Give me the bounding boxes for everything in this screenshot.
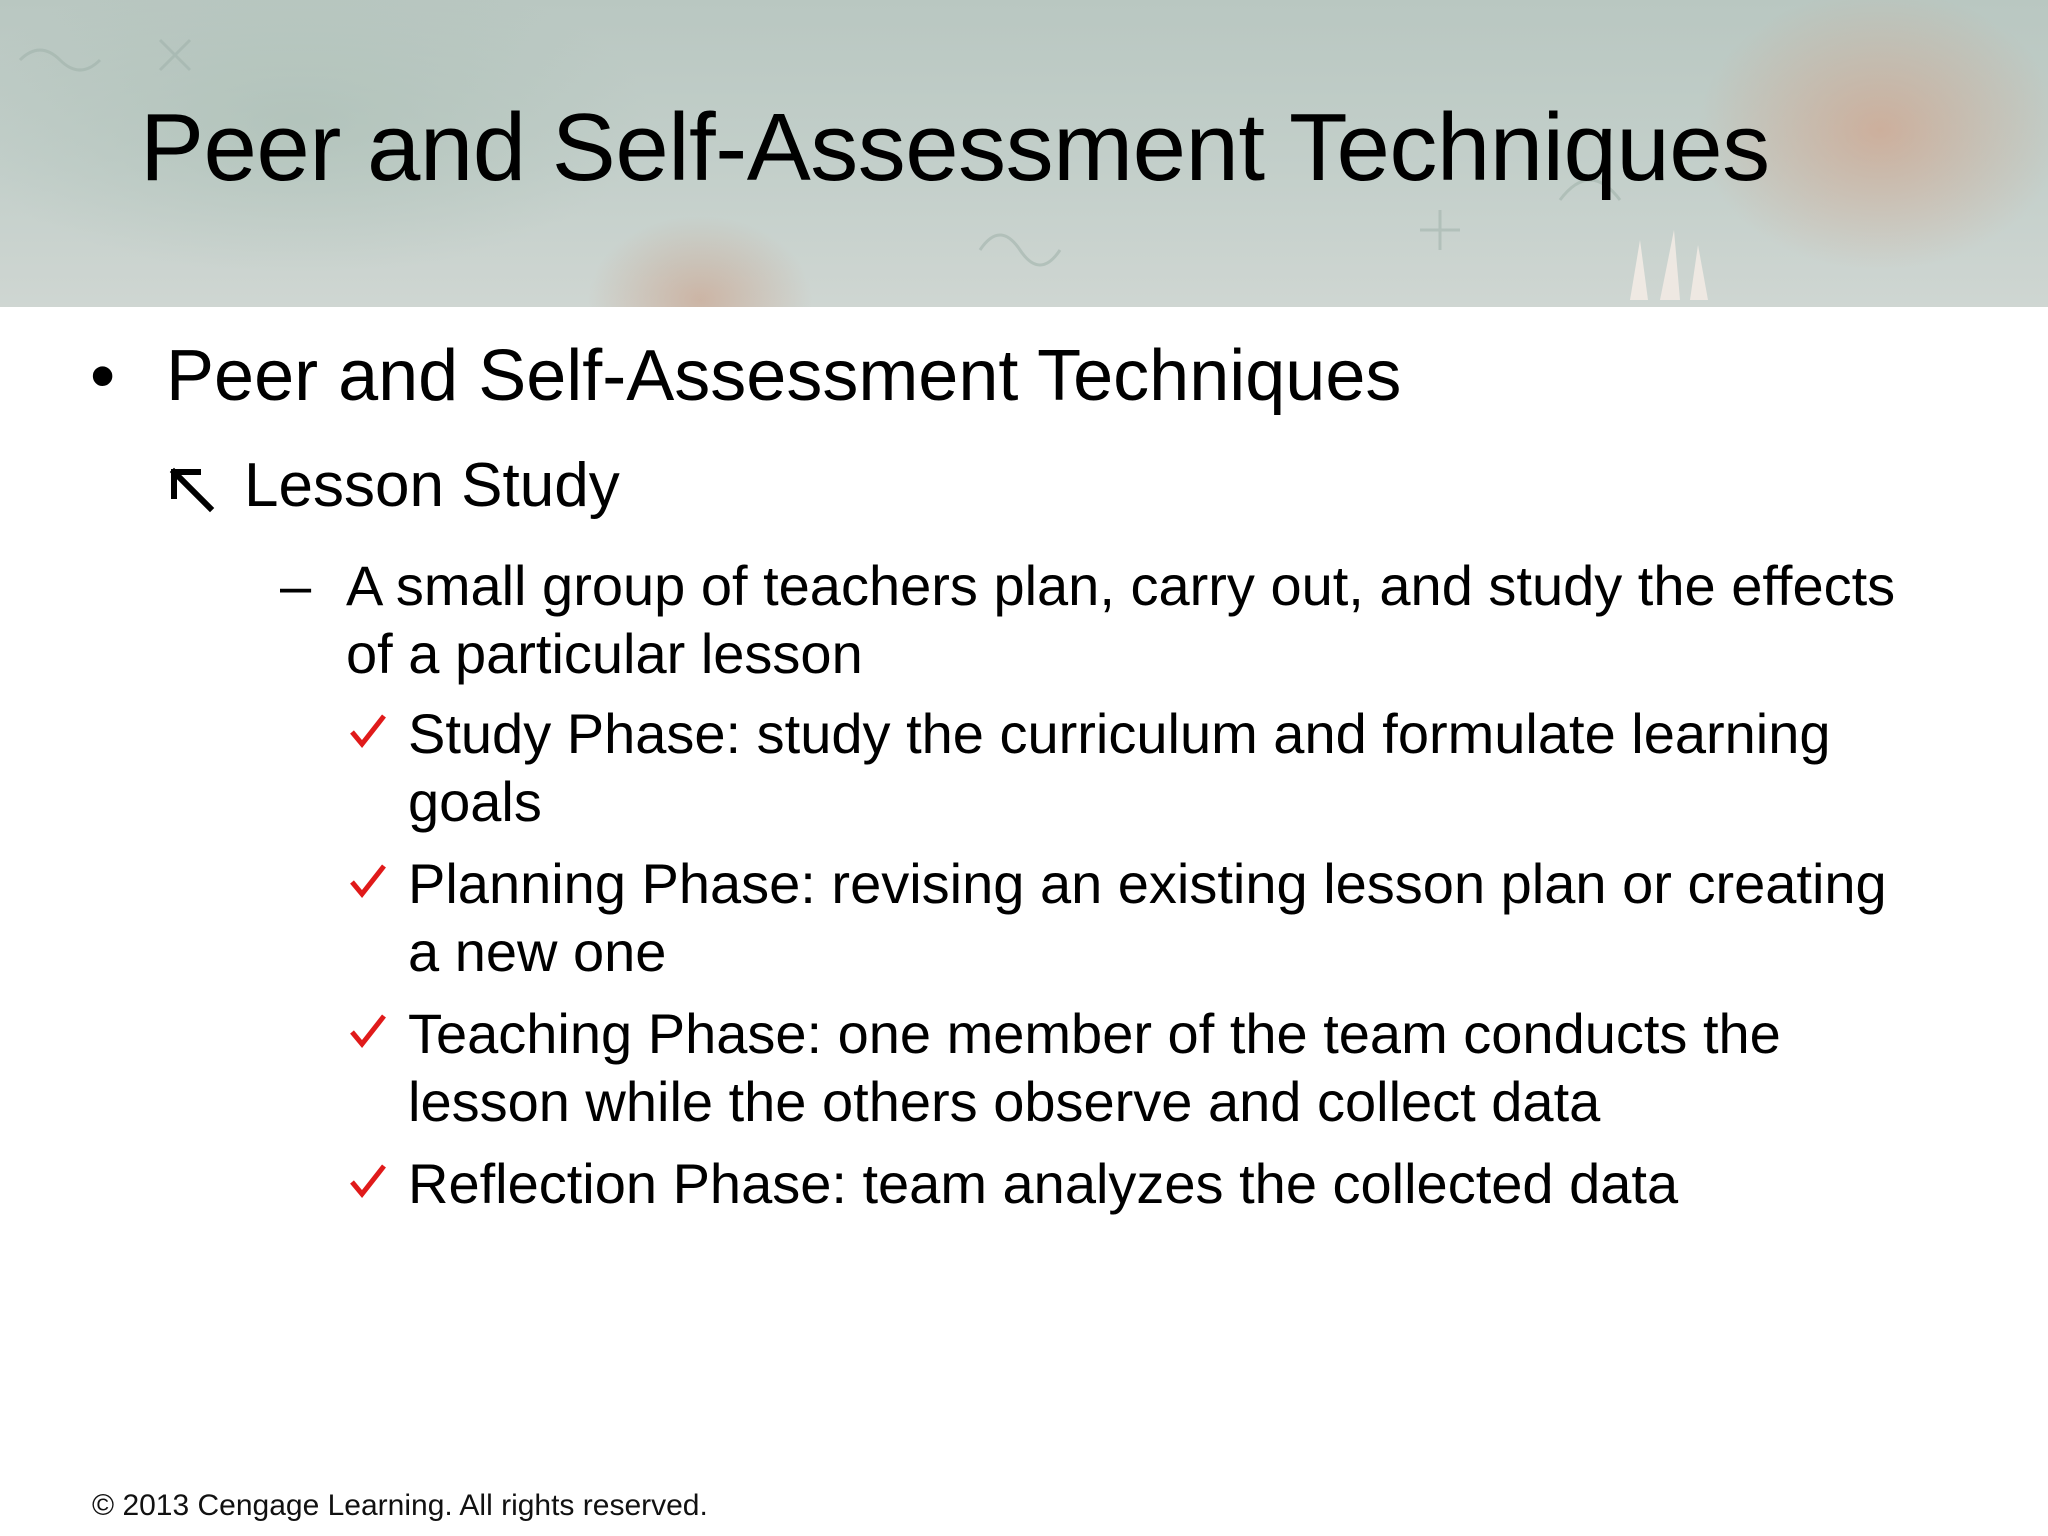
phase-text: Reflection Phase: team analyzes the collected data bbox=[408, 1152, 1679, 1215]
checkmark-icon bbox=[348, 1010, 388, 1050]
checkmark-icon bbox=[348, 1160, 388, 1200]
phase-text: Planning Phase: revising an existing lesson plan or creating a new one bbox=[408, 852, 1887, 983]
dash-text: A small group of teachers plan, carry out, and study the effects of a particular lesson bbox=[346, 554, 1896, 685]
list-item bbox=[348, 850, 1908, 986]
phase-list bbox=[348, 700, 1908, 1232]
sub-bullet-text: Lesson Study bbox=[244, 451, 620, 520]
list-item bbox=[348, 700, 1908, 836]
phase-text: Study Phase: study the curriculum and formulate learning goals bbox=[408, 702, 1831, 833]
header-banner bbox=[0, 0, 2048, 307]
arrow-up-left-icon bbox=[168, 466, 216, 514]
phase-text: Teaching Phase: one member of the team conducts the lesson while the others observe and collect data bbox=[408, 1002, 1781, 1133]
bullet-text: Peer and Self-Assessment Techniques bbox=[166, 336, 1402, 416]
bullet-marker: • bbox=[90, 336, 116, 416]
list-item bbox=[348, 1150, 1908, 1218]
list-item bbox=[348, 1000, 1908, 1136]
copyright-footer: © 2013 Cengage Learning. All rights reserved. bbox=[92, 1489, 708, 1522]
dash-marker: – bbox=[280, 554, 312, 617]
checkmark-icon bbox=[348, 860, 388, 900]
slide-title: Peer and Self-Assessment Techniques bbox=[140, 94, 1770, 201]
checkmark-icon bbox=[348, 710, 388, 750]
